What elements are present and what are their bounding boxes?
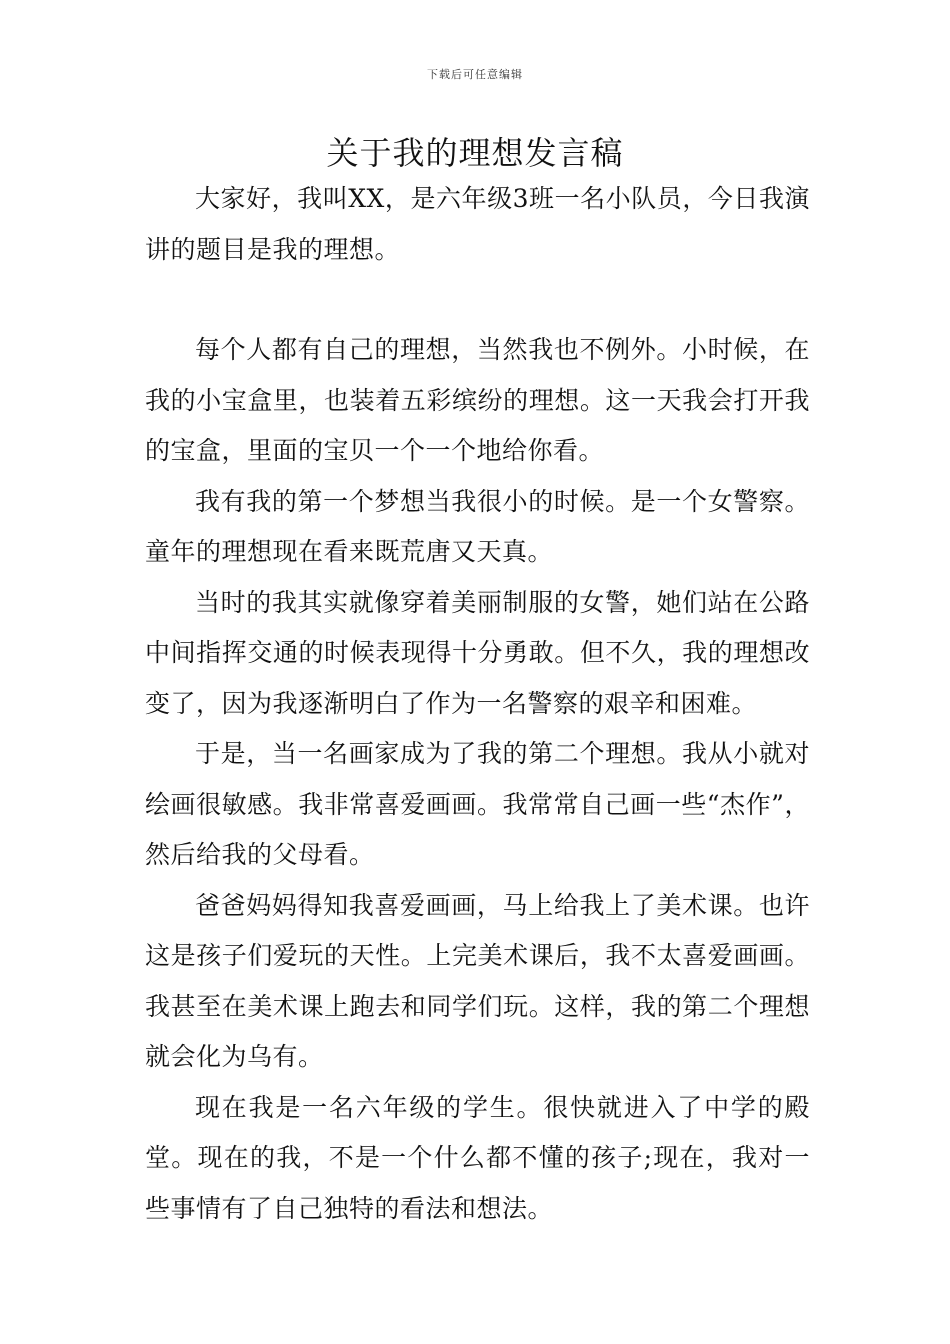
document-body <box>145 174 810 1234</box>
paragraph: 我有我的第一个梦想当我很小的时候。是一个女警察。童年的理想现在看来既荒唐又天真。 <box>145 486 810 566</box>
paragraph: 每个人都有自己的理想，当然我也不例外。小时候，在我的小宝盒里，也装着五彩缤纷的理想。这一天我会打开我的宝盒，里面的宝贝一个一个地给你看。 <box>145 335 810 465</box>
paragraph: 现在我是一名六年级的学生。很快就进入了中学的殿堂。现在的我，不是一个什么都不懂的孩子;现在，我对一些事情有了自己独特的看法和想法。 <box>145 1092 810 1223</box>
paragraph-intro: 大家好，我叫XX，是六年级3班一名小队员，今日我演讲的题目是我的理想。 <box>145 184 810 264</box>
header-note: 下载后可任意编辑 <box>427 68 523 81</box>
paragraph: 爸爸妈妈得知我喜爱画画，马上给我上了美术课。也许这是孩子们爱玩的天性。上完美术课后，我不太喜爱画画。我甚至在美术课上跑去和同学们玩。这样，我的第二个理想就会化为乌有。 <box>145 890 810 1071</box>
paragraph: 于是，当一名画家成为了我的第二个理想。我从小就对绘画很敏感。我非常喜爱画画。我常常自己画一些“杰作”，然后给我的父母看。 <box>145 739 810 869</box>
paragraph: 当时的我其实就像穿着美丽制服的女警，她们站在公路中间指挥交通的时候表现得十分勇敢。但不久，我的理想改变了，因为我逐渐明白了作为一名警察的艰辛和困难。 <box>145 587 810 718</box>
paragraph-gap <box>145 275 810 325</box>
document-title: 关于我的理想发言稿 <box>326 134 624 172</box>
